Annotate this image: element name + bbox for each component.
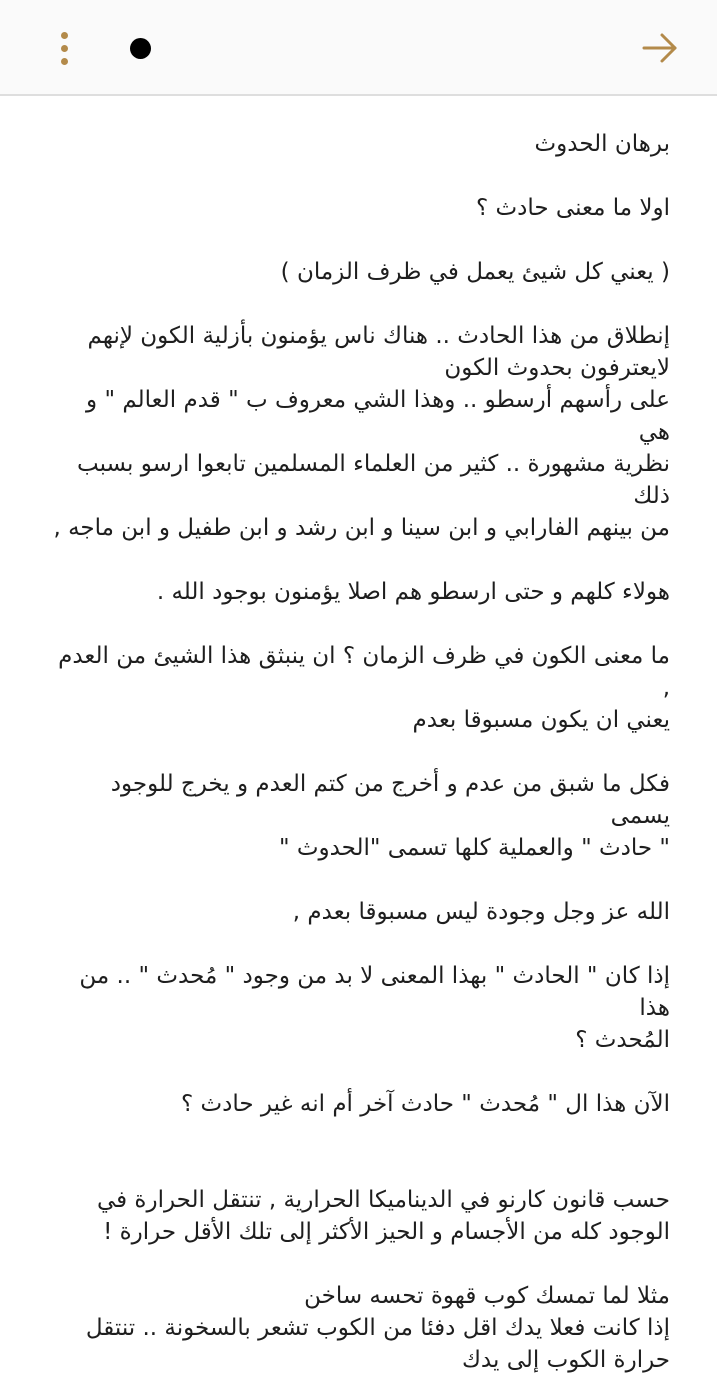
note-line [50,1152,670,1184]
arrow-right-icon [636,26,684,70]
note-line [50,736,670,768]
note-line [50,544,670,576]
note-line: مثلا لما تمسك كوب قهوة تحسه ساخن [304,1283,670,1309]
note-line: " حادث " والعملية كلها تسمى "الحدوث " [278,835,670,861]
top-toolbar [0,0,717,96]
note-line: الله عز وجل وجودة ليس مسبوقا بعدم , [292,899,670,925]
note-line: ( يعني كل شيئ يعمل في ظرف الزمان ) [280,259,670,285]
note-line: على رأسهم أرسطو .. وهذا الشي معروف ب " قدم العالم " و هي [78,387,670,445]
note-line [50,864,670,896]
note-line: الآن هذا ال " مُحدث " حادث آخر أم انه غير حادث ؟ [180,1091,670,1117]
more-options-button[interactable] [48,24,82,72]
note-line [50,160,670,192]
note-line: حرارة الكوب إلى يدك [461,1347,670,1373]
note-line: يعني ان يكون مسبوقا بعدم [412,707,670,733]
note-line: برهان الحدوث [534,131,670,157]
note-line: إذا كانت فعلا يدك اقل دفئا من الكوب تشعر بالسخونة .. تنتقل [85,1315,670,1341]
more-vertical-icon [61,32,68,39]
note-line: اولا ما معنى حادث ؟ [475,195,670,221]
note-line [50,288,670,320]
note-line: من بينهم الفارابي و ابن سينا و ابن رشد و ابن طفيل و ابن ماجه , [53,515,670,541]
note-line: هولاء كلهم و حتى ارسطو هم اصلا يؤمنون بوجود الله . [156,579,670,605]
note-line [50,608,670,640]
note-line [50,1248,670,1280]
note-line: إذا كان " الحادث " بهذا المعنى لا بد من وجود " مُحدث " .. من هذا [72,963,670,1021]
note-line: فكل ما شبق من عدم و أخرج من كتم العدم و يخرج للوجود يسمى [103,771,670,829]
note-line: المُحدث ؟ [575,1027,670,1053]
note-line: ما معنى الكون في ظرف الزمان ؟ ان ينبثق هذا الشيئ من العدم , [50,643,670,701]
note-line [50,928,670,960]
note-line: حسب قانون كارنو في الديناميكا الحرارية , تنتقل الحرارة في [96,1187,670,1213]
note-line: إنطلاق من هذا الحادث .. هناك ناس يؤمنون بأزلية الكون لإنهم [87,323,670,349]
note-line [50,224,670,256]
note-line: الوجود كله من الأجسام و الحيز الأكثر إلى تلك الأقل حرارة ! [103,1219,670,1245]
note-line [50,1056,670,1088]
filled-circle-icon [130,38,151,59]
back-button[interactable] [636,26,684,70]
note-line: نظرية مشهورة .. كثير من العلماء المسلمين تابعوا ارسو بسبب ذلك [69,451,670,509]
note-line [50,1120,670,1152]
note-body[interactable] [50,128,670,1376]
note-line: لايعترفون بحدوث الكون [444,355,670,381]
